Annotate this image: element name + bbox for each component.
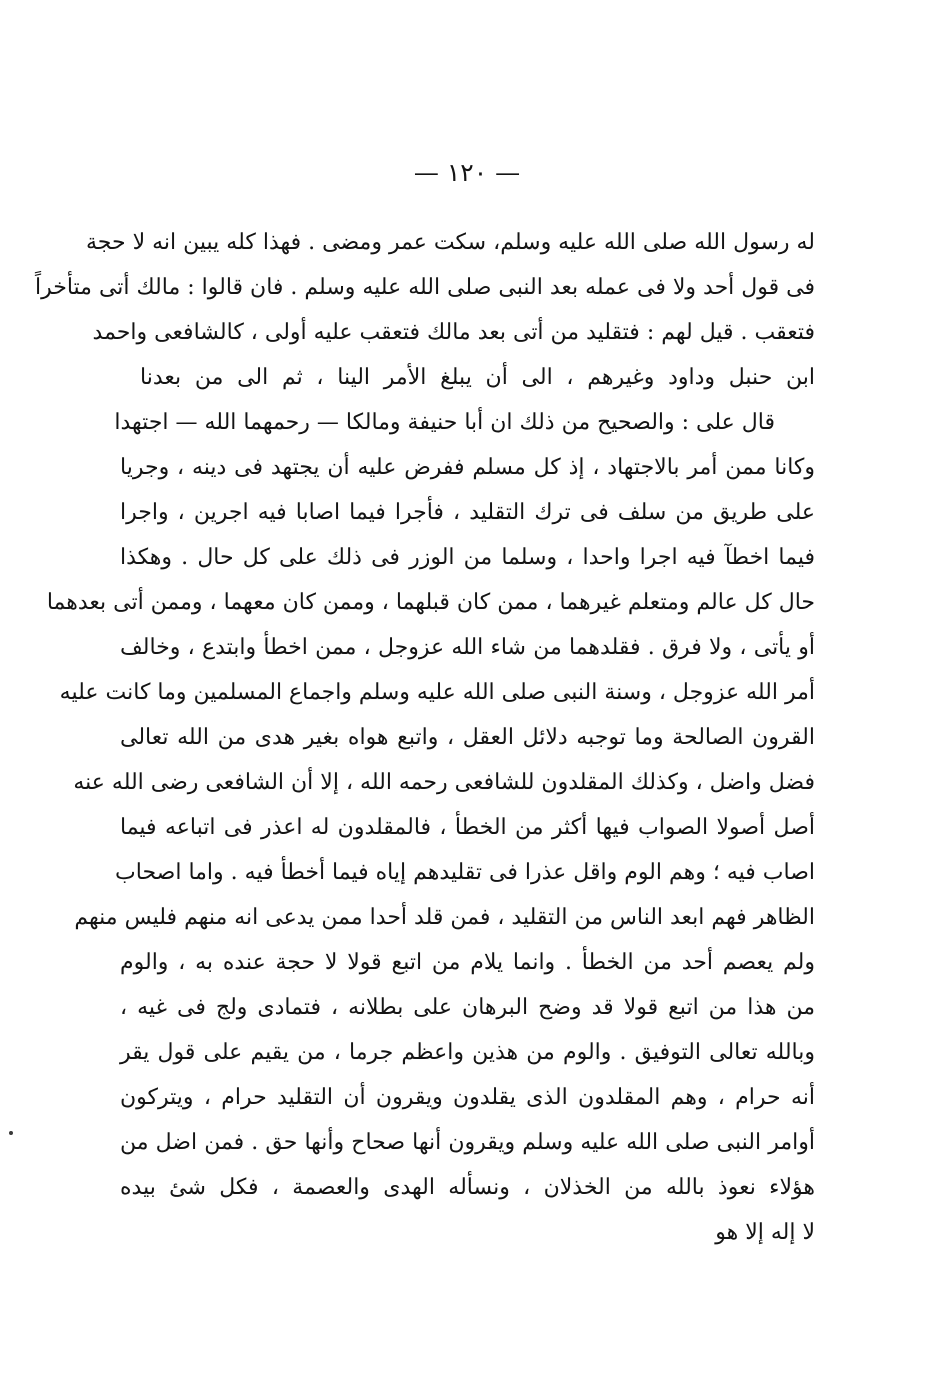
final-line: لا إله إلا هو [715,1220,815,1245]
text-line: من هذا من اتبع قولا قد وضح البرهان على بطلانه ، فتمادى ولج فى غيه ، [120,995,815,1020]
text-line: القرون الصالحة وما توجبه دلائل العقل ، واتبع هواه بغير هدى من الله تعالى [120,725,815,750]
text-line: له رسول الله صلى الله عليه وسلم، سكت عمر ومضى . فهذا كله يبين انه لا حجة [86,230,815,255]
paragraph-start-line: قال على : والصحيح من ذلك ان أبا حنيفة ومالكا — رحمهما الله — اجتهدا [114,410,775,435]
text-line: ابن حنبل وداود وغيرهم ، الى أن يبلغ الأمر الينا ، ثم الى من بعدنا [140,365,815,390]
text-line: فيما اخطآ فيه اجرا واحدا ، وسلما من الوزر فى ذلك على كل حال . وهكذا [120,545,815,570]
text-line: أنه حرام ، وهم المقلدون الذى يقلدون ويقرون أن التقليد حرام ، ويتركون [120,1085,815,1110]
text-line: على طريق من سلف فى ترك التقليد ، فأجرا فيما اصابا فيه اجرين ، واجرا [120,500,815,525]
text-line: ولم يعصم أحد من الخطأ . وانما يلام من اتبع قولا لا حجة عنده به ، والوم [120,950,815,975]
text-line: وكانا ممن أمر بالاجتهاد ، إذ كل مسلم ففرض عليه أن يجتهد فى دينه ، وجريا [120,455,815,480]
text-line: فتعقب . قيل لهم : فتقليد من أتى بعد مالك فتعقب عليه أولى ، كالشافعى واحمد [92,320,815,345]
body-text [34,220,815,1255]
scan-speck [9,1131,13,1135]
text-line: أمر الله عزوجل ، وسنة النبى صلى الله عليه وسلم واجماع المسلمين وما كانت عليه [59,680,815,705]
text-line: الظاهر فهم ابعد الناس من التقليد ، فمن قلد أحدا ممن يدعى انه منهم فليس منهم [74,905,815,930]
page-number: — ١٢٠ — [413,158,521,187]
text-line: فضل واضل ، وكذلك المقلدون للشافعى رحمه الله ، إلا أن الشافعى رضى الله عنه [73,770,815,795]
text-line: أو يأتى ، ولا فرق . فقلدهما من شاء الله عزوجل ، ممن اخطأ وابتدع ، وخالف [120,635,815,660]
text-line: حال كل عالم ومتعلم غيرهما ، ممن كان قبلهما ، وممن كان معهما ، وممن أتى بعدهما [46,590,815,615]
text-line: اصاب فيه ؛ وهم الوم واقل عذرا فى تقليدهم إياه فيما أخطأ فيه . واما اصحاب [115,860,815,885]
text-line: أصل أصولا الصواب فيها أكثر من الخطأ ، فالمقلدون له اعذر فى اتباعه فيما [120,815,815,840]
text-line: فى قول أحد ولا فى عمله بعد النبى صلى الله عليه وسلم . فان قالوا : مالك أتى متأخراً [34,275,815,300]
text-line: وبالله تعالى التوفيق . والوم من هذين واعظم جرما ، من يقيم على قول يقر [120,1040,815,1065]
text-line: أوامر النبى صلى الله عليه وسلم ويقرون أنها صحاح وأنها حق . فمن اضل من [120,1130,815,1155]
text-line: هؤلاء نعوذ بالله من الخذلان ، ونسأله الهدى والعصمة ، فكل شئ بيده [120,1175,815,1200]
